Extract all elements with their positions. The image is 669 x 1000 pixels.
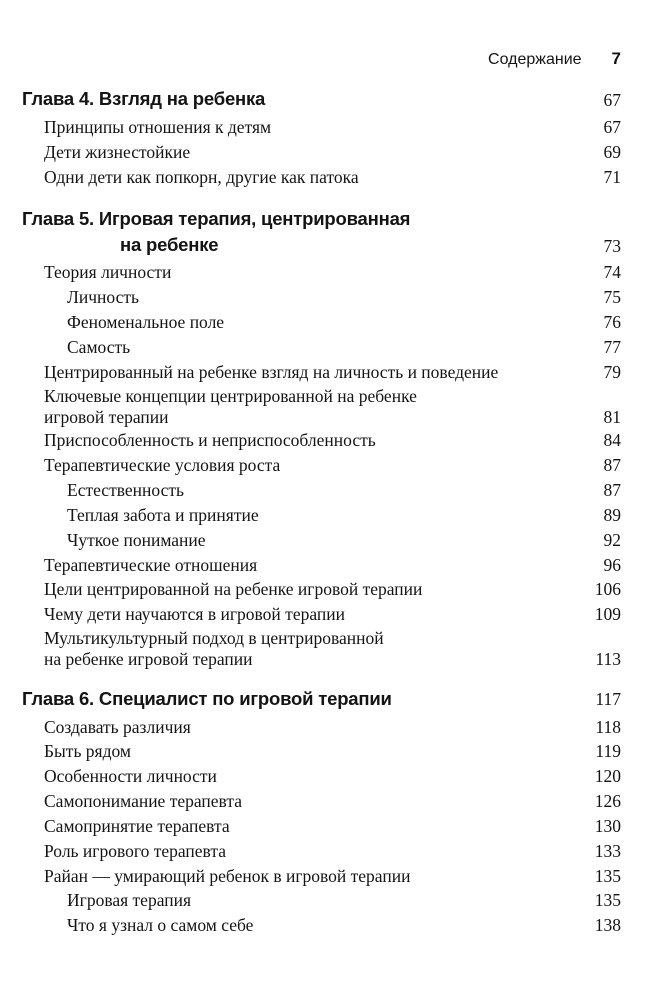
toc-entry-title: Приспособленность и неприспособленность — [44, 430, 376, 450]
toc-subentry-page: 76 — [603, 312, 621, 332]
toc-subentry-title: Что я узнал о самом себе — [67, 915, 254, 935]
toc-subentry-page: 75 — [603, 287, 621, 307]
toc-entry-page: 130 — [594, 816, 621, 836]
toc-subentry-page: 138 — [594, 915, 621, 935]
toc-entry-page: 87 — [603, 455, 621, 475]
toc-entry-page: 106 — [594, 579, 621, 599]
toc-entry-page: 126 — [594, 791, 621, 811]
toc-entry-title-line2: на ребенке игровой терапии — [44, 649, 253, 669]
toc-entry-title: Роль игрового терапевта — [44, 841, 226, 861]
toc-entry-title: Самопринятие терапевта — [44, 816, 230, 836]
chapter-title: Глава 6. Специалист по игровой терапии — [22, 688, 392, 709]
running-header-title: Содержание — [488, 51, 582, 68]
toc-subentry-title: Теплая забота и принятие — [67, 505, 259, 525]
toc-entry-page: 120 — [594, 766, 621, 786]
toc-entry-page: 84 — [603, 430, 621, 450]
toc-subentry-title: Игровая терапия — [67, 890, 192, 910]
toc-entry-title: Терапевтические отношения — [44, 555, 258, 575]
toc-entry-title: Райан — умирающий ребенок в игровой терапии — [44, 866, 411, 886]
toc-subentry-page: 87 — [603, 480, 621, 500]
toc-entry-title: Быть рядом — [44, 741, 132, 761]
toc-subentry-title: Естественность — [67, 480, 184, 500]
toc-entry-title: Принципы отношения к детям — [44, 117, 272, 137]
toc-entry-title: Теория личности — [44, 262, 172, 282]
toc-entry-title: Одни дети как попкорн, другие как патока — [44, 167, 359, 187]
toc-entry-title-line1: Мультикультурный подход в центрированной — [44, 628, 384, 648]
running-header — [488, 49, 621, 69]
toc-entry-title: Чему дети научаются в игровой терапии — [44, 604, 345, 624]
toc-entry-page: 69 — [603, 142, 621, 162]
toc-entry-title: Центрированный на ребенке взгляд на личность и поведение — [44, 362, 499, 382]
toc-subentry-title: Самость — [67, 337, 131, 357]
toc-entry-title: Терапевтические условия роста — [44, 455, 281, 475]
toc-entry-page: 81 — [603, 407, 621, 427]
toc-subentry-page: 89 — [603, 505, 621, 525]
toc-subentry-page: 92 — [603, 530, 621, 550]
toc-subentry-title: Феноменальное поле — [67, 312, 225, 332]
toc-entry-page: 119 — [595, 741, 621, 761]
chapter-page: 73 — [603, 236, 621, 256]
toc-entry-title: Самопонимание терапевта — [44, 791, 242, 811]
running-header-page-number: 7 — [611, 49, 621, 68]
toc-subentry-page: 77 — [603, 337, 621, 357]
chapter-title-line1: Глава 5. Игровая терапия, центрированная — [22, 208, 411, 229]
toc-entry-title: Цели центрированной на ребенке игровой терапии — [44, 579, 423, 599]
toc-entry-page: 67 — [603, 117, 621, 137]
toc-entry-page: 133 — [594, 841, 621, 861]
toc-entry-page: 118 — [595, 717, 621, 737]
toc-entry-title-line1: Ключевые концепции центрированной на ребенке — [44, 386, 417, 406]
chapter-page: 67 — [603, 90, 621, 110]
toc-subentry-title: Личность — [67, 287, 139, 307]
toc-subentry-page: 135 — [594, 890, 621, 910]
chapter-page: 117 — [595, 689, 621, 709]
chapter-title: Глава 4. Взгляд на ребенка — [22, 88, 266, 109]
toc-entry-title-line2: игровой терапии — [44, 407, 169, 427]
toc-entry-page: 109 — [594, 604, 621, 624]
toc-entry-page: 135 — [594, 866, 621, 886]
chapter-title-line2: на ребенке — [120, 234, 219, 255]
toc-entry-page: 71 — [603, 167, 621, 187]
toc-entry-page: 79 — [603, 362, 621, 382]
toc-subentry-title: Чуткое понимание — [67, 530, 206, 550]
toc-entry-page: 96 — [603, 555, 621, 575]
toc-entry-title: Дети жизнестойкие — [44, 142, 191, 162]
toc-entry-title: Создавать различия — [44, 717, 191, 737]
toc-entry-title: Особенности личности — [44, 766, 217, 786]
toc-entry-page: 113 — [595, 649, 621, 669]
toc-entry-page: 74 — [603, 262, 621, 282]
